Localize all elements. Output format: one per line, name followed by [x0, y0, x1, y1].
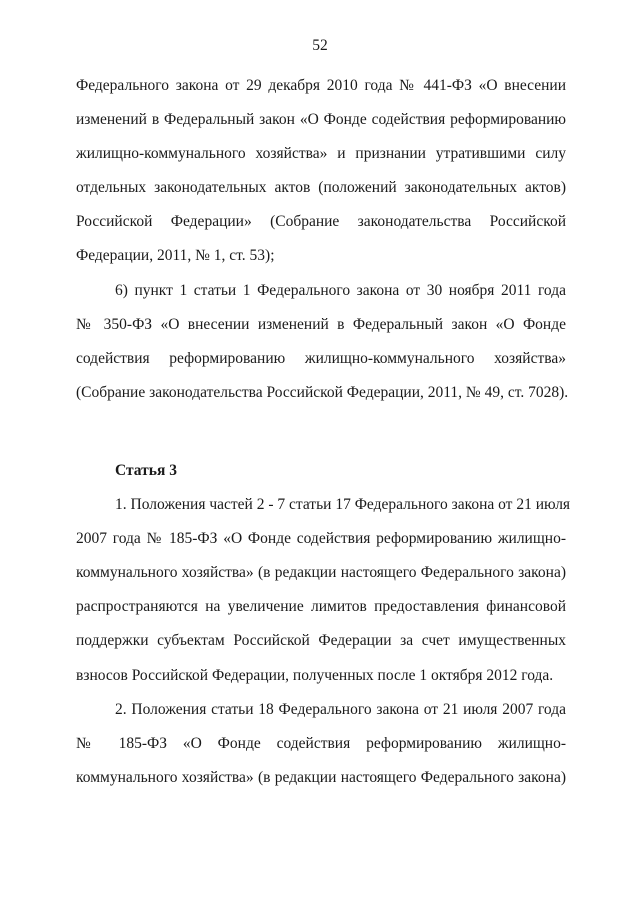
- text-line: жилищно-коммунального хозяйства» и признании утратившими силу: [76, 145, 566, 163]
- text-line: 2. Положения статьи 18 Федерального закона от 21 июля 2007 года: [115, 700, 566, 718]
- text-line: 1. Положения частей 2 - 7 статьи 17 Федерального закона от 21 июля: [115, 496, 571, 514]
- text-line: Российской Федерации» (Собрание законодательства Российской: [76, 213, 566, 231]
- text-line: 6) пункт 1 статьи 1 Федерального закона от 30 ноября 2011 года: [115, 281, 566, 299]
- text-line: содействия реформированию жилищно-коммунального хозяйства»: [76, 349, 566, 367]
- text-line: Федерального закона от 29 декабря 2010 года № 441-ФЗ «О внесении: [76, 77, 566, 94]
- text-line: 2007 года № 185-ФЗ «О Фонде содействия реформированию жилищно-: [76, 530, 566, 548]
- text-line: изменений в Федеральный закон «О Фонде содействия реформированию: [76, 111, 566, 129]
- paragraph-1: [76, 69, 566, 274]
- page-number: 52: [312, 37, 328, 54]
- text-line: № 185-ФЗ «О Фонде содействия реформированию жилищно-: [76, 734, 566, 752]
- text-line: распространяются на увеличение лимитов предоставления финансовой: [76, 598, 566, 616]
- text-line: № 350-ФЗ «О внесении изменений в Федеральный закон «О Фонде: [76, 315, 566, 333]
- document-body: [76, 69, 571, 795]
- paragraph-2: [76, 274, 569, 410]
- paragraph-3: [76, 488, 571, 693]
- paragraph-4: [76, 693, 566, 795]
- text-line: Федерации, 2011, № 1, ст. 53);: [76, 247, 275, 265]
- article-heading: Статья 3: [115, 461, 177, 479]
- text-line: (Собрание законодательства Российской Федерации, 2011, № 49, ст. 7028).: [76, 383, 569, 401]
- section-spacer: [76, 410, 566, 454]
- text-line: поддержки субъектам Российской Федерации за счет имущественных: [76, 632, 566, 650]
- text-line: коммунального хозяйства» (в редакции настоящего Федерального закона): [76, 564, 566, 582]
- text-line: взносов Российской Федерации, полученных после 1 октября 2012 года.: [76, 666, 554, 684]
- text-line: коммунального хозяйства» (в редакции настоящего Федерального закона): [76, 768, 566, 786]
- text-line: отдельных законодательных актов (положений законодательных актов): [76, 179, 566, 197]
